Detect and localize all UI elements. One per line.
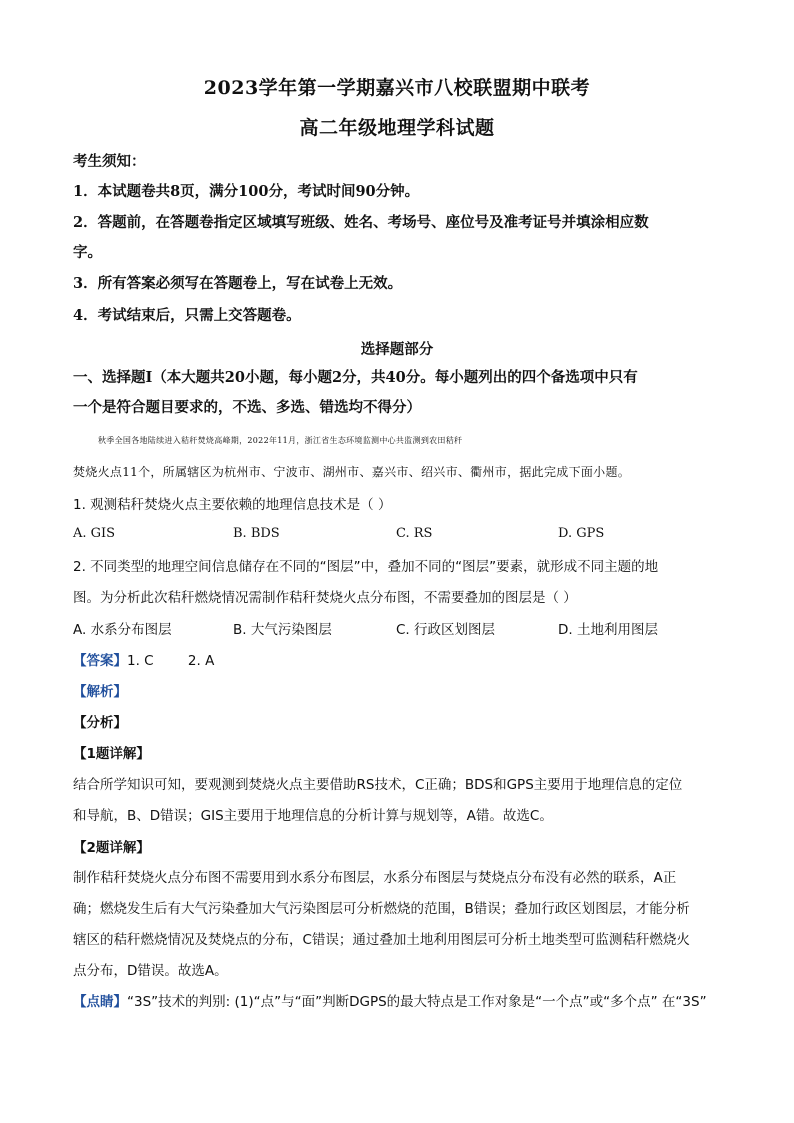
analysis-q2-tag: 【2题详解】: [73, 840, 150, 856]
analysis-q2-line-1: 制作秸秆焚烧火点分布图不需要用到水系分布图层，水系分布图层与焚烧点分布没有必然的联系，A正: [73, 870, 677, 886]
analysis-tip-text: “3S”技术的判别: (1)“点”与“面”判断DGPS的最大特点是工作对象是“一个点”或“多个点” 在“3S”: [127, 994, 707, 1010]
question-2-option-a: A. 水系分布图层: [73, 622, 172, 638]
question-1-option-c: C. RS: [396, 526, 433, 541]
notice-item-2: 2．答题前，在答题卷指定区域填写班级、姓名、考场号、座位号及准考证号并填涂相应数: [73, 214, 649, 231]
analysis-tip-row: [73, 991, 723, 1013]
passage-line-1: 秋季全国各地陆续进入秸秆焚烧高峰期，2022年11月，浙江省生态环境监测中心共监测到农田秸秆: [98, 436, 463, 445]
section-intro-line-1: 一、选择题Ⅰ（本大题共20小题，每小题2分，共40分。每小题列出的四个备选项中只有: [73, 369, 638, 386]
analysis-q2-line-4: 点分布，D错误。故选A。: [73, 963, 228, 979]
question-2-option-d: D. 土地利用图层: [558, 622, 658, 638]
passage-line-2: 焚烧火点11个，所属辖区为杭州市、宁波市、湖州市、嘉兴市、绍兴市、衢州市，据此完成下面小题。: [73, 465, 631, 479]
answer-tag: 【答案】: [73, 653, 127, 669]
notice-heading: 考生须知：: [73, 153, 146, 170]
section-intro-line-2: 一个是符合题目要求的，不选、多选、错选均不得分）: [73, 399, 421, 416]
question-1-option-a: A. GIS: [73, 526, 116, 541]
analysis-q2-line-3: 辖区的秸秆燃烧情况及焚烧点的分布，C错误；通过叠加土地利用图层可分析土地类型可监测秸秆燃烧火: [73, 932, 690, 948]
question-2-stem-line-1: 2. 不同类型的地理空间信息储存在不同的“图层”中，叠加不同的“图层”要素，就形成不同主题的地: [73, 559, 659, 575]
section-title: 选择题部分: [360, 341, 434, 358]
question-1-option-b: B. BDS: [233, 526, 280, 541]
notice-item-2-cont: 字。: [73, 244, 102, 261]
question-1-stem: 1. 观测秸秆焚烧火点主要依赖的地理信息技术是（ ）: [73, 497, 392, 513]
notice-item-4: 4．考试结束后，只需上交答题卷。: [73, 307, 301, 324]
question-1-options: [73, 526, 723, 548]
question-2-option-b: B. 大气污染图层: [233, 622, 332, 638]
analysis-q1-line-2: 和导航，B、D错误；GIS主要用于地理信息的分析计算与规划等，A错。故选C。: [73, 808, 553, 824]
notice-item-1: 1．本试题卷共8页，满分100分，考试时间90分钟。: [73, 183, 420, 200]
notice-item-3: 3．所有答案必须写在答题卷上，写在试卷上无效。: [73, 275, 403, 292]
exam-subtitle: 高二年级地理学科试题: [299, 117, 495, 139]
analysis-fenxi-tag: 【分析】: [73, 715, 127, 731]
analysis-q1-line-1: 结合所学知识可知，要观测到焚烧火点主要借助RS技术，C正确；BDS和GPS主要用于地理信息的定位: [73, 777, 683, 793]
analysis-jiexi-tag: 【解析】: [73, 684, 127, 700]
question-1-option-d: D. GPS: [558, 526, 605, 541]
question-2-options: [73, 618, 723, 640]
question-2-option-c: C. 行政区划图层: [396, 622, 496, 638]
analysis-q2-line-2: 确；燃烧发生后有大气污染叠加大气污染图层可分析燃烧的范围，B错误；叠加行政区划图层，才能分析: [73, 901, 690, 917]
question-2-stem-line-2: 图。为分析此次秸秆燃烧情况需制作秸秆焚烧火点分布图，不需要叠加的图层是（ ）: [73, 590, 577, 606]
analysis-q1-tag: 【1题详解】: [73, 746, 150, 762]
answer-text: 1. C 2. A: [127, 653, 215, 669]
analysis-tip-tag: 【点睛】: [73, 994, 127, 1010]
exam-title: 2023学年第一学期嘉兴市八校联盟期中联考: [203, 77, 591, 99]
answer-row: [73, 649, 214, 669]
